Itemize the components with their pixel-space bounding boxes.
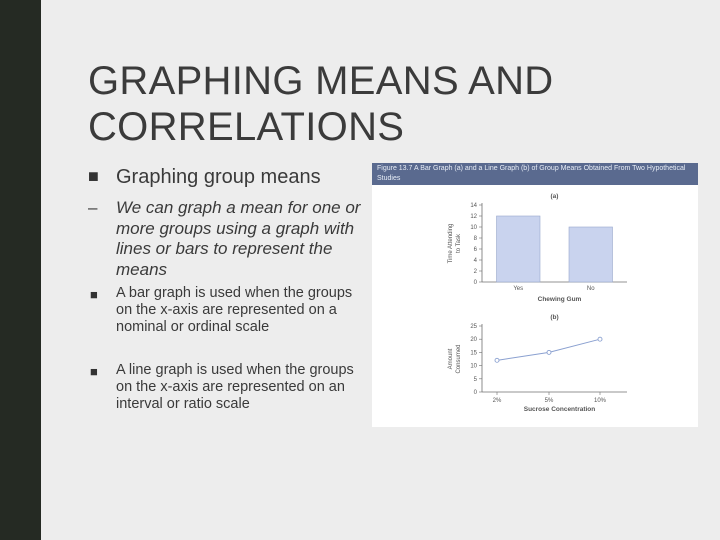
chart-panel-label: (b) [550,314,559,321]
bar [497,216,541,282]
bullet-marker: ■ [88,166,99,186]
y-axis-label: to Task [456,234,462,253]
x-tick-label: 5% [544,398,554,404]
data-point [547,350,551,354]
sub-bullet-marker: – [88,198,98,217]
bullet-text: Graphing group means [116,166,321,188]
x-axis-label: Chewing Gum [537,296,582,303]
figure-charts [372,185,698,427]
x-axis-label: Sucrose Concentration [523,406,596,413]
figure-panel [372,163,698,427]
y-tick-label: 6 [473,247,477,253]
x-tick-label: No [586,286,595,292]
y-tick-label: 10 [470,363,477,370]
sub-sub-bullet-text: A bar graph is used when the groups on the x-axis are represented on a nominal or ordinal scale [116,285,353,335]
y-tick-label: 10 [470,225,477,231]
y-tick-label: 20 [470,337,477,344]
y-tick-label: 0 [473,390,477,396]
chart-panel-label: (a) [550,193,559,200]
x-tick-label: Yes [513,286,524,292]
left-accent-bar [0,0,41,540]
y-tick-label: 12 [470,214,477,220]
sub-bullet-text: We can graph a mean for one or more groups using a graph with lines or bars to represent the means [116,198,361,279]
data-point [495,358,499,362]
sub-sub-bullet-marker: ■ [90,287,98,302]
sub-sub-bullet-marker: ■ [90,364,98,379]
y-tick-label: 2 [473,269,477,275]
x-tick-label: 10% [593,398,607,404]
y-tick-label: 14 [470,203,477,209]
y-axis-label: Amount [448,348,454,370]
y-tick-label: 4 [473,258,477,264]
x-tick-label: 2% [492,398,502,404]
figure-header [372,163,698,185]
figure-caption: Figure 13.7 A Bar Graph (a) and a Line Graph (b) of Group Means Obtained From Two Hypothetical Studies [377,165,686,182]
y-tick-label: 25 [470,324,477,330]
y-tick-label: 15 [470,350,477,357]
bar [569,227,613,282]
y-tick-label: 5 [473,376,477,383]
y-axis-label: Consumed [456,344,462,374]
sub-sub-bullet-text: A line graph is used when the groups on the x-axis are represented on an interval or ratio scale [116,362,354,412]
y-tick-label: 8 [473,236,477,242]
data-point [598,337,602,341]
series-line [497,339,600,360]
slide-title: GRAPHING MEANS AND CORRELATIONS [88,59,554,149]
y-axis-label: Time Attending [448,223,454,264]
y-tick-label: 0 [473,280,477,286]
